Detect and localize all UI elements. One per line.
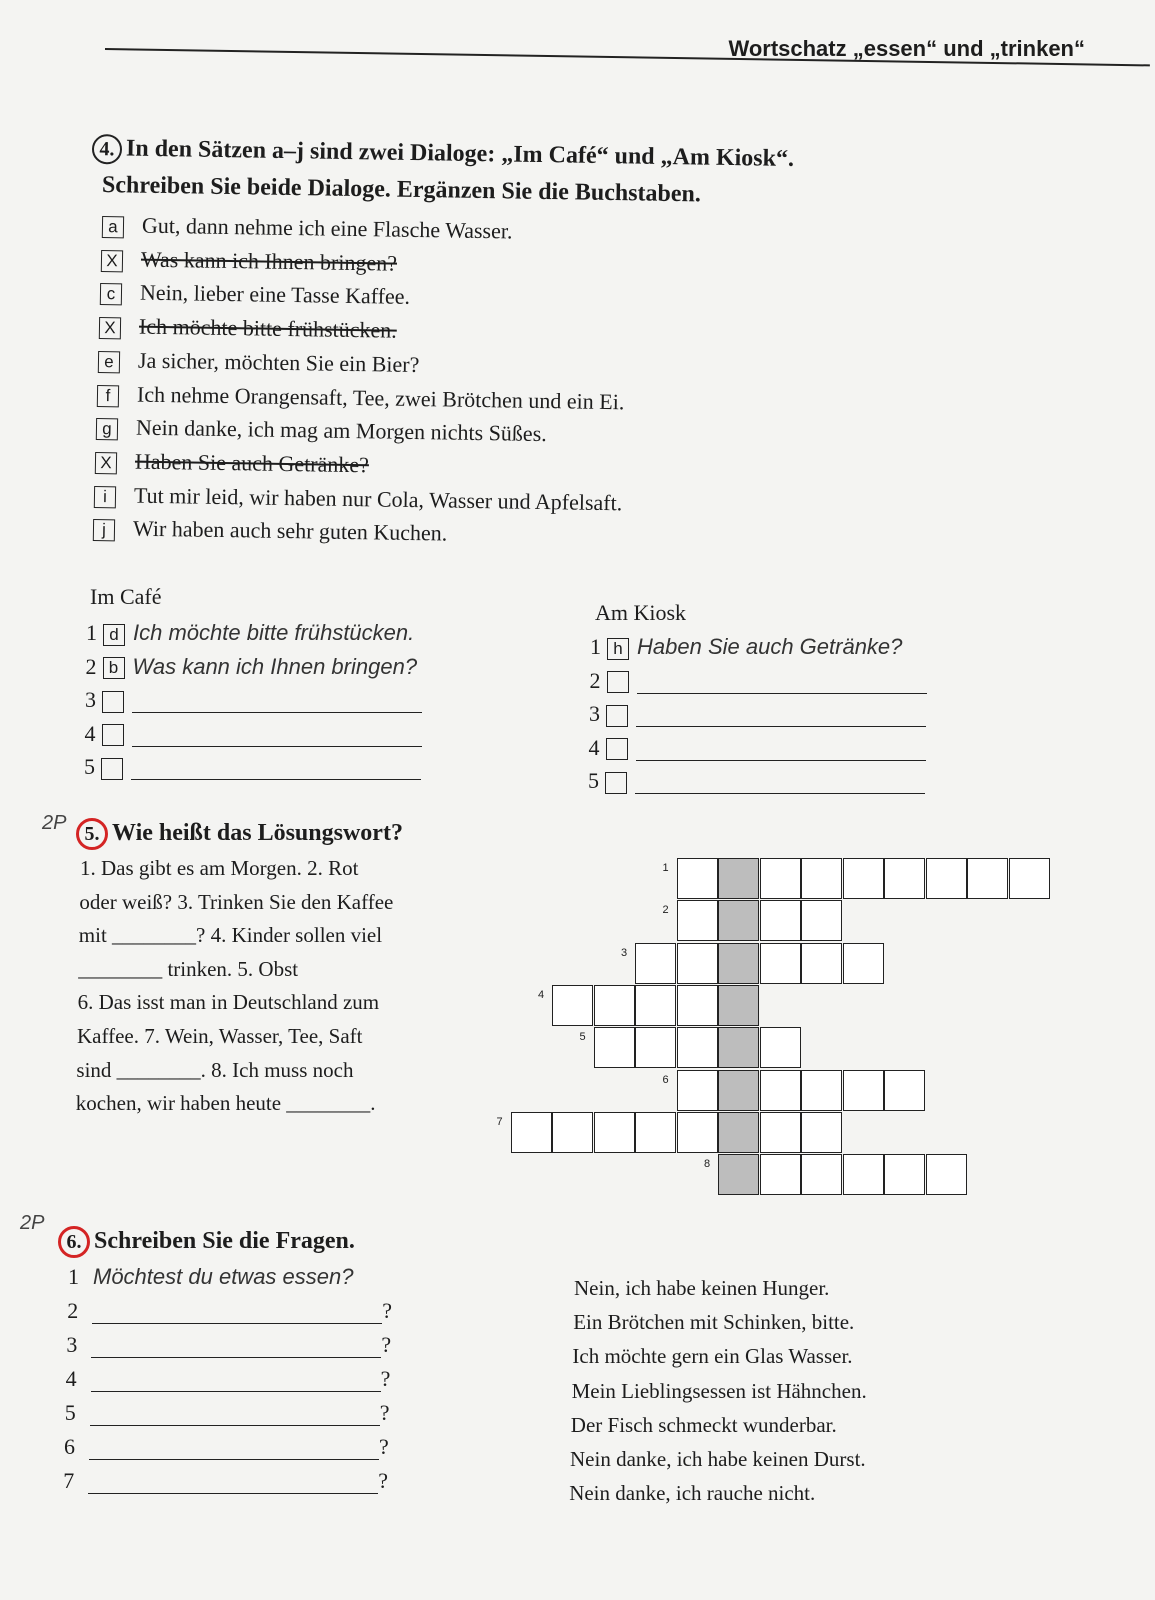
letter-box[interactable] bbox=[101, 758, 123, 780]
crossword-cell[interactable] bbox=[926, 858, 967, 899]
row-number: 1 bbox=[590, 634, 601, 659]
clue-number: 1 bbox=[662, 862, 669, 874]
sentence-text: Ich nehme Orangensaft, Tee, zwei Brötchen und ein Ei. bbox=[136, 381, 625, 414]
letter-box[interactable] bbox=[102, 691, 124, 713]
question-mark: ? bbox=[379, 1400, 390, 1425]
sentence-text: Ich möchte bitte frühstücken. bbox=[138, 313, 397, 343]
clue-line: 1. Das gibt es am Morgen. 2. Rot bbox=[80, 856, 359, 880]
solution-cell[interactable] bbox=[718, 900, 759, 941]
task4-title-line1 bbox=[92, 134, 794, 175]
sentence-item bbox=[101, 246, 397, 277]
question-number: 3 bbox=[66, 1332, 78, 1357]
crossword-cell[interactable] bbox=[884, 1070, 925, 1111]
crossword-cell[interactable] bbox=[760, 858, 801, 899]
dialog-row bbox=[85, 687, 422, 713]
question-mark: ? bbox=[380, 1366, 391, 1391]
sentence-text: Was kann ich Ihnen bringen? bbox=[140, 246, 398, 276]
task5-title bbox=[76, 818, 403, 850]
letter-box[interactable] bbox=[607, 671, 629, 693]
task4-title-line2: Schreiben Sie beide Dialoge. Ergänzen Sie die Buchstaben. bbox=[101, 172, 702, 208]
letter-checkbox[interactable]: a bbox=[102, 216, 124, 238]
sentence-text: Haben Sie auch Getränke? bbox=[134, 448, 370, 478]
clue-number: 4 bbox=[538, 988, 545, 1001]
question-line[interactable] bbox=[91, 1335, 381, 1358]
dialog-row bbox=[590, 634, 902, 660]
letter-box[interactable]: d bbox=[103, 624, 125, 646]
question-line[interactable] bbox=[92, 1301, 382, 1324]
crossword-cell[interactable] bbox=[677, 1112, 718, 1153]
sentence-text: Wir haben auch sehr guten Kuchen. bbox=[132, 515, 448, 546]
task6-title-text: Schreiben Sie die Fragen. bbox=[94, 1228, 355, 1254]
letter-checkbox[interactable]: X bbox=[101, 250, 123, 272]
row-number: 1 bbox=[86, 620, 97, 645]
question-row bbox=[68, 1264, 353, 1290]
crossword-cell[interactable] bbox=[635, 1112, 676, 1153]
crossword-cell[interactable] bbox=[1009, 858, 1050, 899]
clue-number: 8 bbox=[704, 1158, 711, 1171]
answer-sentence: Ich möchte gern ein Glas Wasser. bbox=[572, 1344, 853, 1369]
letter-checkbox[interactable]: X bbox=[99, 317, 121, 339]
answer-line[interactable] bbox=[635, 775, 925, 794]
crossword-cell[interactable] bbox=[677, 1027, 718, 1068]
task4-number: 4. bbox=[92, 134, 122, 164]
cafe-title: Im Café bbox=[90, 584, 162, 609]
dialog-row bbox=[590, 668, 927, 694]
sentence-item bbox=[94, 482, 623, 516]
crossword-cell[interactable] bbox=[677, 900, 718, 941]
question-number: 4 bbox=[65, 1366, 77, 1391]
task5-number: 5. bbox=[76, 818, 108, 850]
dialog-row bbox=[589, 735, 926, 761]
task6-number: 6. bbox=[58, 1226, 90, 1258]
letter-box[interactable]: h bbox=[607, 638, 629, 660]
letter-box[interactable] bbox=[606, 738, 628, 760]
letter-checkbox[interactable]: X bbox=[95, 452, 117, 474]
dialog-answer: Haben Sie auch Getränke? bbox=[637, 634, 903, 659]
question-mark: ? bbox=[381, 1332, 392, 1357]
crossword-cell[interactable] bbox=[926, 1154, 967, 1195]
answer-sentence: Ein Brötchen mit Schinken, bitte. bbox=[573, 1310, 855, 1335]
crossword-cell[interactable] bbox=[635, 943, 676, 984]
crossword-cell[interactable] bbox=[843, 858, 884, 899]
task5-score-note: 2P bbox=[42, 812, 67, 834]
clue-line: kochen, wir haben heute ________. bbox=[75, 1091, 376, 1116]
crossword-cell[interactable] bbox=[594, 985, 635, 1026]
crossword-cell[interactable] bbox=[594, 1027, 635, 1068]
letter-box[interactable] bbox=[605, 772, 627, 794]
clue-number: 5 bbox=[579, 1031, 586, 1044]
question-number: 6 bbox=[64, 1434, 75, 1459]
question-answer: Möchtest du etwas essen? bbox=[93, 1264, 354, 1289]
task4-title-text: In den Sätzen a–j sind zwei Dialoge: „Im Café“ und „Am Kiosk“. bbox=[125, 135, 795, 173]
crossword-cell[interactable] bbox=[760, 1070, 801, 1111]
crossword-cell[interactable] bbox=[801, 858, 842, 899]
solution-cell[interactable] bbox=[718, 1070, 759, 1111]
letter-checkbox[interactable]: g bbox=[96, 418, 118, 440]
answer-line[interactable] bbox=[132, 694, 422, 713]
clue-number: 3 bbox=[621, 946, 628, 959]
question-mark: ? bbox=[379, 1434, 389, 1459]
crossword-cell[interactable] bbox=[760, 1154, 801, 1195]
dialog-row bbox=[86, 654, 418, 680]
sentence-text: Tut mir leid, wir haben nur Cola, Wasser und Apfelsaft. bbox=[133, 482, 623, 515]
clue-line: sind ________. 8. Ich muss noch bbox=[76, 1057, 354, 1082]
answer-sentence: Der Fisch schmeckt wunderbar. bbox=[570, 1412, 837, 1437]
answer-line[interactable] bbox=[131, 761, 421, 780]
solution-cell[interactable] bbox=[718, 1027, 759, 1068]
crossword-cell[interactable] bbox=[801, 1112, 842, 1153]
letter-checkbox[interactable]: j bbox=[93, 519, 115, 541]
question-line[interactable] bbox=[89, 1437, 379, 1460]
answer-line[interactable] bbox=[132, 728, 422, 747]
task6-title bbox=[58, 1226, 355, 1258]
dialog-row bbox=[85, 721, 422, 747]
clue-line: ________ trinken. 5. Obst bbox=[78, 956, 299, 981]
sentence-item bbox=[93, 515, 448, 547]
sentence-item bbox=[102, 212, 513, 244]
answer-sentence: Nein danke, ich rauche nicht. bbox=[569, 1481, 816, 1506]
letter-checkbox[interactable]: i bbox=[94, 486, 116, 508]
sentence-text: Nein, lieber eine Tasse Kaffee. bbox=[139, 280, 411, 310]
answer-sentence: Nein, ich habe keinen Hunger. bbox=[574, 1276, 830, 1300]
crossword-cell[interactable] bbox=[552, 1112, 593, 1153]
solution-cell[interactable] bbox=[718, 943, 759, 984]
crossword-cell[interactable] bbox=[552, 985, 593, 1026]
solution-cell[interactable] bbox=[718, 858, 759, 899]
crossword-cell[interactable] bbox=[594, 1112, 635, 1153]
crossword-cell[interactable] bbox=[760, 900, 801, 941]
solution-cell[interactable] bbox=[718, 1112, 759, 1153]
letter-box[interactable]: b bbox=[103, 657, 125, 679]
dialog-row bbox=[84, 754, 421, 780]
crossword-cell[interactable] bbox=[635, 985, 676, 1026]
letter-checkbox[interactable]: e bbox=[98, 351, 120, 373]
crossword-cell[interactable] bbox=[884, 858, 925, 899]
crossword-cell[interactable] bbox=[760, 943, 801, 984]
question-row bbox=[64, 1434, 389, 1460]
question-line[interactable] bbox=[91, 1369, 381, 1392]
clue-number: 2 bbox=[662, 904, 669, 917]
row-number: 5 bbox=[588, 768, 599, 793]
crossword-cell[interactable] bbox=[801, 900, 842, 941]
sentence-text: Gut, dann nehme ich eine Flasche Wasser. bbox=[141, 212, 513, 244]
question-number: 2 bbox=[67, 1298, 79, 1323]
question-line[interactable] bbox=[90, 1403, 380, 1426]
clue-line: mit ________? 4. Kinder sollen viel bbox=[78, 923, 383, 948]
crossword-cell[interactable] bbox=[801, 1154, 842, 1195]
dialog-row bbox=[589, 701, 926, 727]
question-row bbox=[67, 1298, 392, 1324]
answer-line[interactable] bbox=[636, 708, 926, 727]
question-row bbox=[65, 1400, 390, 1426]
sentence-item bbox=[99, 313, 397, 344]
row-number: 2 bbox=[85, 653, 97, 679]
crossword-cell[interactable] bbox=[677, 858, 718, 899]
crossword-cell[interactable] bbox=[801, 943, 842, 984]
answer-line[interactable] bbox=[636, 742, 926, 761]
row-number: 5 bbox=[84, 754, 95, 779]
sentence-item bbox=[96, 414, 547, 447]
letter-box[interactable] bbox=[606, 705, 628, 727]
solution-cell[interactable] bbox=[718, 985, 759, 1026]
dialog-row bbox=[86, 620, 414, 646]
clue-number: 6 bbox=[662, 1073, 669, 1086]
letter-box[interactable] bbox=[102, 724, 124, 746]
question-row bbox=[66, 1332, 391, 1358]
answer-sentence: Nein danke, ich habe keinen Durst. bbox=[570, 1447, 866, 1471]
question-number: 1 bbox=[68, 1264, 79, 1289]
crossword-cell[interactable] bbox=[677, 985, 718, 1026]
row-number: 3 bbox=[85, 687, 96, 712]
solution-cell[interactable] bbox=[718, 1154, 759, 1195]
crossword-cell[interactable] bbox=[511, 1112, 552, 1153]
page-header: Wortschatz „essen“ und „trinken“ bbox=[728, 36, 1085, 61]
question-number: 5 bbox=[64, 1400, 76, 1425]
letter-checkbox[interactable]: c bbox=[100, 283, 122, 305]
clue-line: 6. Das isst man in Deutschland zum bbox=[77, 990, 380, 1015]
sentence-text: Ja sicher, möchten Sie ein Bier? bbox=[137, 347, 420, 377]
answer-line[interactable] bbox=[637, 675, 927, 694]
dialog-row bbox=[588, 768, 925, 794]
question-mark: ? bbox=[378, 1468, 388, 1493]
crossword-cell[interactable] bbox=[843, 943, 884, 984]
task5-title-text: Wie heißt das Lösungswort? bbox=[112, 820, 403, 846]
crossword-cell[interactable] bbox=[801, 1070, 842, 1111]
row-number: 4 bbox=[588, 734, 600, 760]
crossword-cell[interactable] bbox=[884, 1154, 925, 1195]
kiosk-title: Am Kiosk bbox=[595, 600, 687, 625]
crossword-cell[interactable] bbox=[677, 1070, 718, 1111]
crossword-cell[interactable] bbox=[760, 1112, 801, 1153]
question-number: 7 bbox=[63, 1468, 75, 1493]
letter-checkbox[interactable]: f bbox=[97, 384, 119, 406]
answer-sentence: Mein Lieblingsessen ist Hähnchen. bbox=[571, 1378, 867, 1403]
sentence-item bbox=[97, 381, 625, 415]
question-row bbox=[63, 1468, 388, 1494]
crossword-cell[interactable] bbox=[635, 1027, 676, 1068]
row-number: 4 bbox=[84, 720, 96, 746]
task6-score-note: 2P bbox=[20, 1212, 45, 1234]
question-line[interactable] bbox=[88, 1471, 378, 1494]
crossword-cell[interactable] bbox=[843, 1070, 884, 1111]
sentence-item bbox=[100, 279, 410, 310]
question-mark: ? bbox=[382, 1298, 392, 1323]
crossword-cell[interactable] bbox=[677, 943, 718, 984]
crossword-cell[interactable] bbox=[967, 858, 1008, 899]
question-row bbox=[66, 1366, 391, 1392]
sentence-text: Nein danke, ich mag am Morgen nichts Süßes. bbox=[135, 414, 547, 447]
crossword-cell[interactable] bbox=[843, 1154, 884, 1195]
row-number: 2 bbox=[589, 667, 601, 693]
sentence-item bbox=[95, 448, 369, 478]
sentence-item bbox=[98, 347, 420, 378]
crossword-cell[interactable] bbox=[760, 1027, 801, 1068]
clue-line: oder weiß? 3. Trinken Sie den Kaffee bbox=[79, 889, 394, 914]
clue-number: 7 bbox=[496, 1115, 503, 1128]
dialog-answer: Was kann ich Ihnen bringen? bbox=[132, 653, 418, 679]
clue-line: Kaffee. 7. Wein, Wasser, Tee, Saft bbox=[77, 1024, 363, 1048]
row-number: 3 bbox=[589, 701, 600, 726]
dialog-answer: Ich möchte bitte frühstücken. bbox=[133, 620, 415, 645]
